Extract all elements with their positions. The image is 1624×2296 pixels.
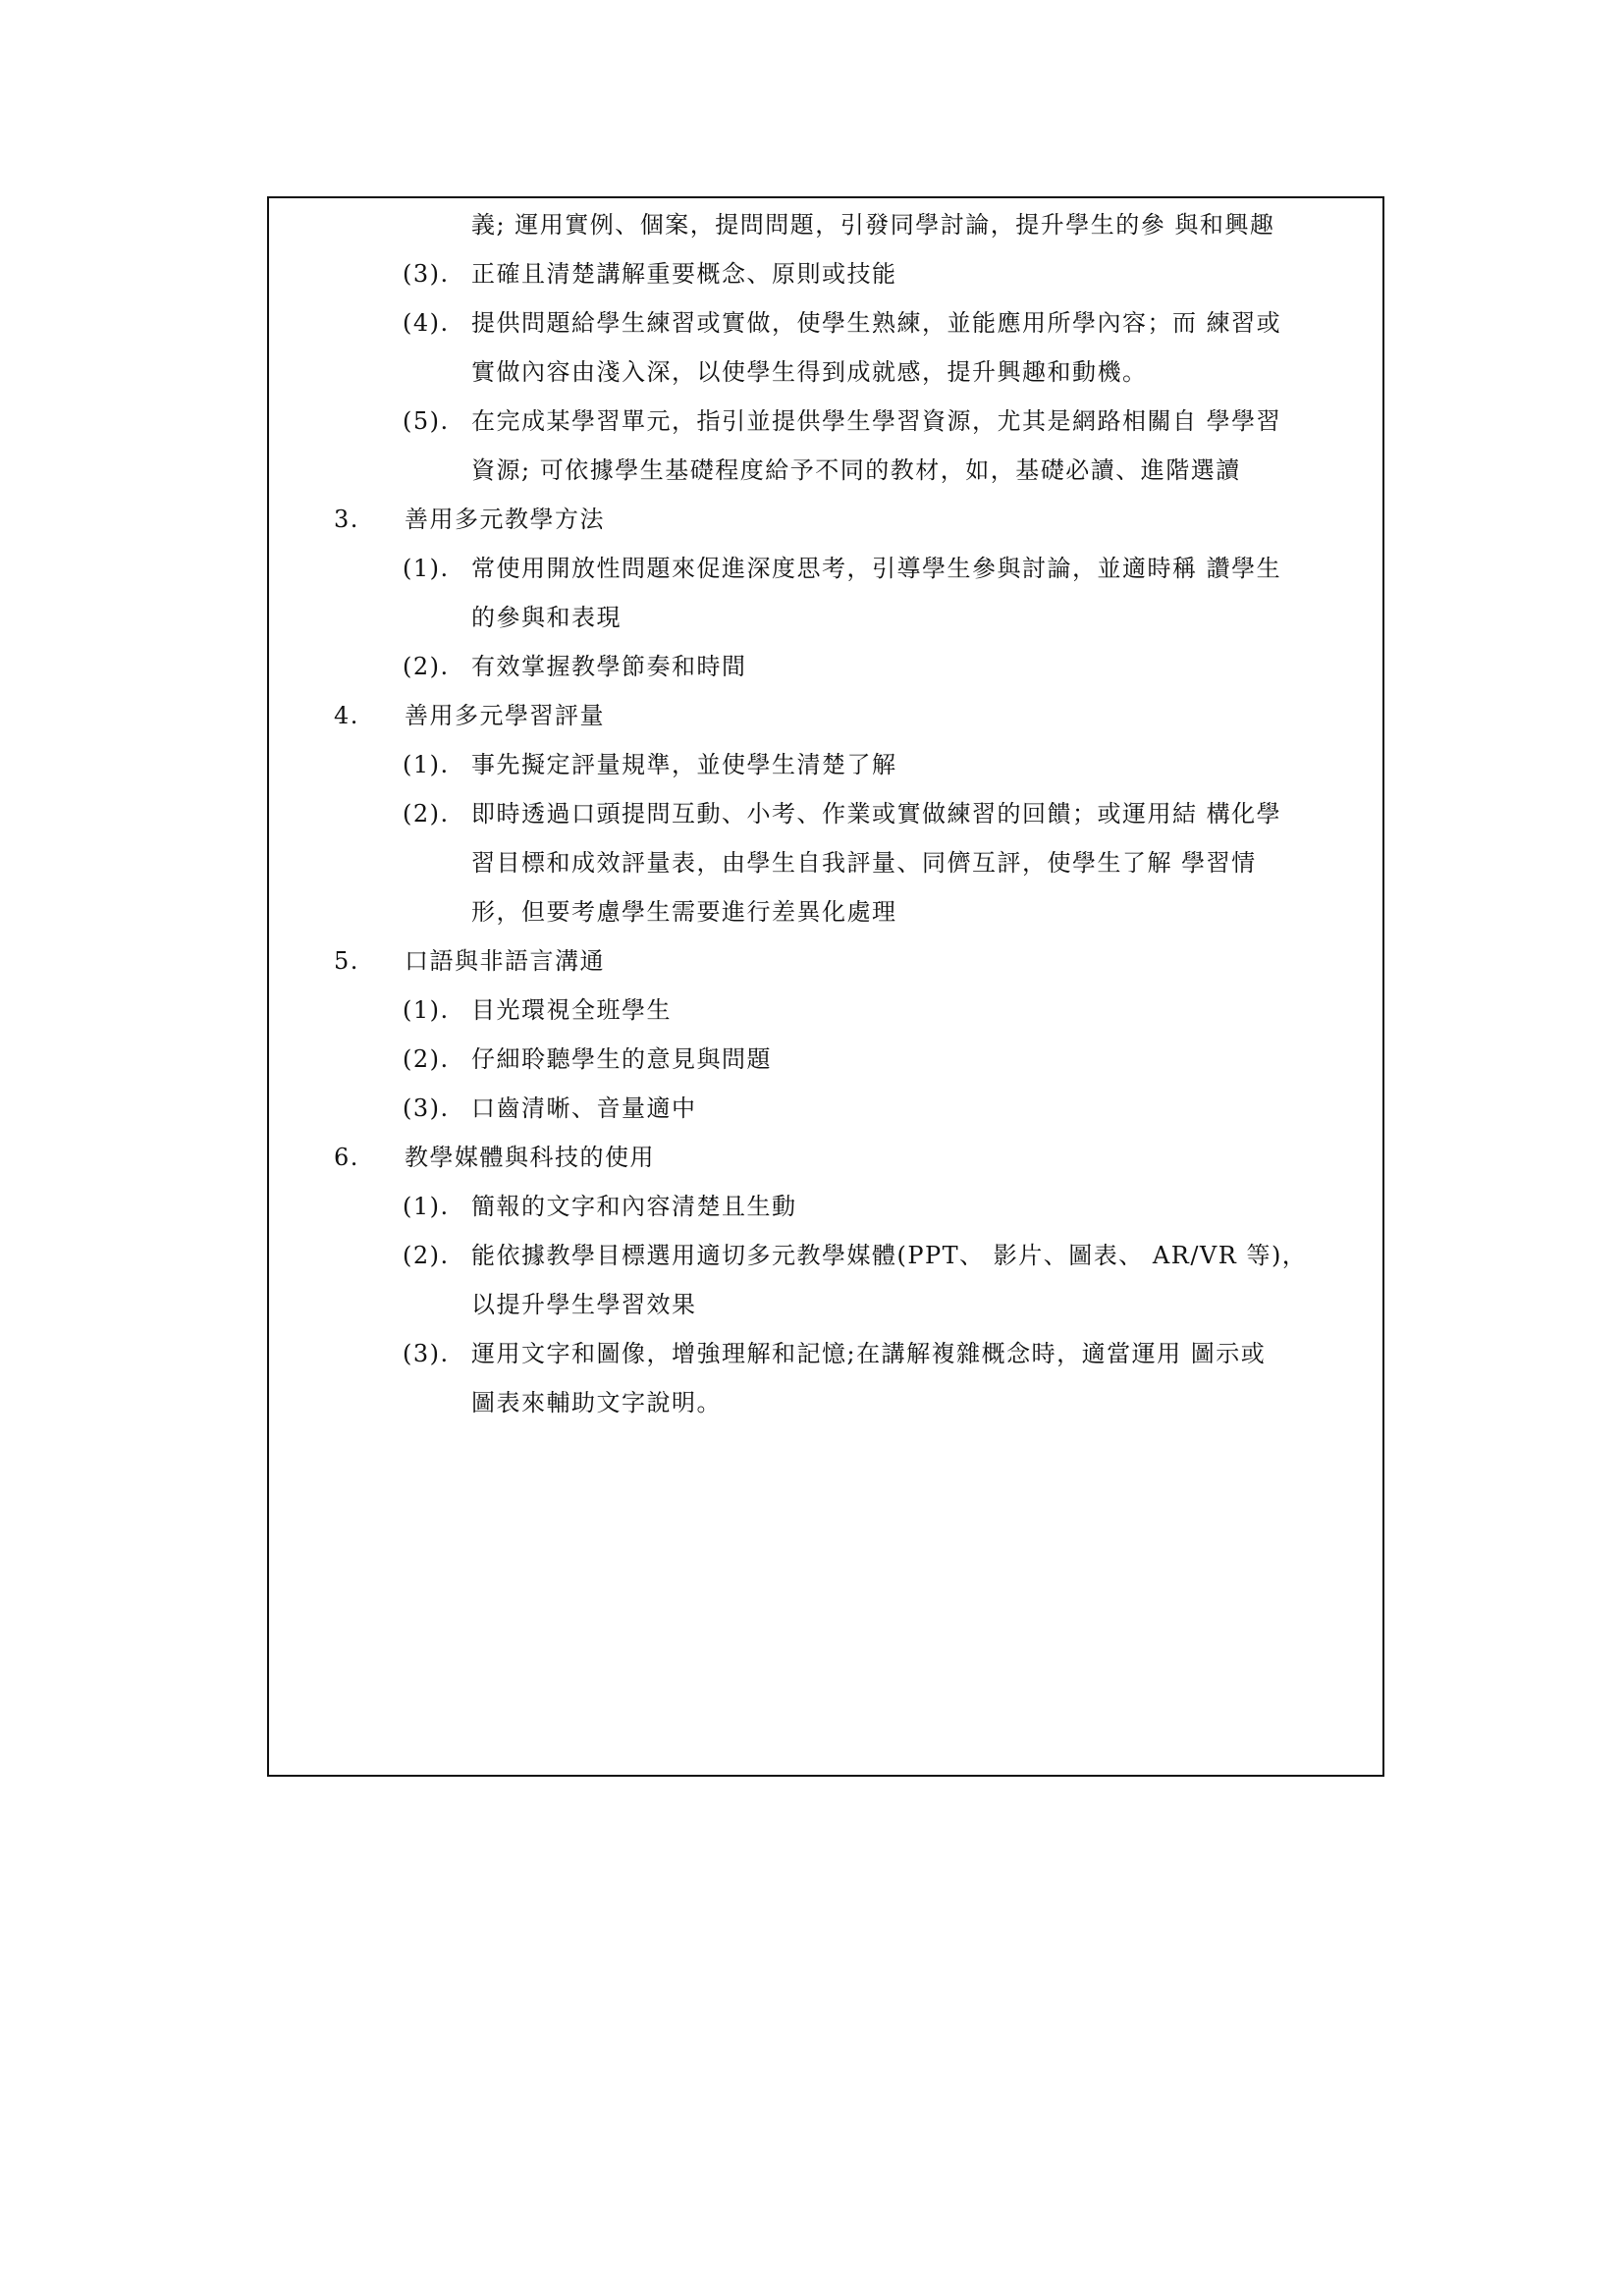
item-number: (1).	[403, 555, 450, 582]
item-number: (2).	[403, 653, 450, 680]
section-number: 6.	[334, 1144, 359, 1171]
item-number: (1).	[403, 1193, 450, 1220]
section-title: 教學媒體與科技的使用	[405, 1144, 655, 1171]
item-text: 能依據教學目標選用適切多元教學媒體(PPT、 影片、圖表、 AR/VR 等)，	[471, 1242, 1308, 1269]
continuation-text: 實做內容由淺入深，以使學生得到成就感，提升興趣和動機。	[471, 358, 1148, 386]
item-text: 目光環視全班學生	[471, 996, 672, 1024]
item-text: 常使用開放性問題來促進深度思考，引導學生參與討論，並適時稱 讚學生	[471, 555, 1282, 582]
continuation-text: 資源; 可依據學生基礎程度給予不同的教材，如，基礎必讀、進階選讀	[471, 456, 1241, 484]
item-number: (1).	[403, 751, 450, 778]
item-text: 正確且清楚講解重要概念、原則或技能	[471, 260, 897, 288]
item-text: 提供問題給學生練習或實做，使學生熟練，並能應用所學內容；而 練習或	[471, 309, 1282, 337]
continuation-text: 習目標和成效評量表，由學生自我評量、同儕互評，使學生了解 學習情	[471, 849, 1257, 877]
continuation-text: 形，但要考慮學生需要進行差異化處理	[471, 898, 897, 926]
section-number: 4.	[334, 702, 359, 729]
item-text: 有效掌握教學節奏和時間	[471, 653, 747, 680]
item-text: 仔細聆聽學生的意見與問題	[471, 1045, 772, 1073]
item-number: (3).	[403, 260, 450, 288]
item-number: (2).	[403, 800, 450, 828]
item-text: 在完成某學習單元，指引並提供學生學習資源，尤其是網路相關自 學學習	[471, 407, 1282, 435]
item-number: (2).	[403, 1242, 450, 1269]
item-number: (3).	[403, 1095, 450, 1122]
continuation-text: 圖表來輔助文字說明。	[471, 1389, 722, 1416]
continuation-text: 義; 運用實例、個案，提問問題，引發同學討論，提升學生的參 與和興趣	[471, 211, 1275, 239]
item-number: (2).	[403, 1045, 450, 1073]
item-number: (1).	[403, 996, 450, 1024]
continuation-text: 以提升學生學習效果	[471, 1291, 697, 1318]
item-text: 事先擬定評量規準，並使學生清楚了解	[471, 751, 897, 778]
section-number: 3.	[334, 506, 359, 533]
item-number: (3).	[403, 1340, 450, 1367]
item-text: 運用文字和圖像，增強理解和記憶;在講解複雜概念時，適當運用 圖示或	[471, 1340, 1267, 1367]
section-title: 善用多元教學方法	[405, 506, 605, 533]
item-text: 簡報的文字和內容清楚且生動	[471, 1193, 797, 1220]
section-title: 口語與非語言溝通	[405, 947, 605, 975]
item-number: (5).	[403, 407, 450, 435]
item-text: 即時透過口頭提問互動、小考、作業或實做練習的回饋；或運用結 構化學	[471, 800, 1282, 828]
item-text: 口齒清晰、音量適中	[471, 1095, 697, 1122]
item-number: (4).	[403, 309, 450, 337]
section-title: 善用多元學習評量	[405, 702, 605, 729]
section-number: 5.	[334, 947, 359, 975]
continuation-text: 的參與和表現	[471, 604, 622, 631]
